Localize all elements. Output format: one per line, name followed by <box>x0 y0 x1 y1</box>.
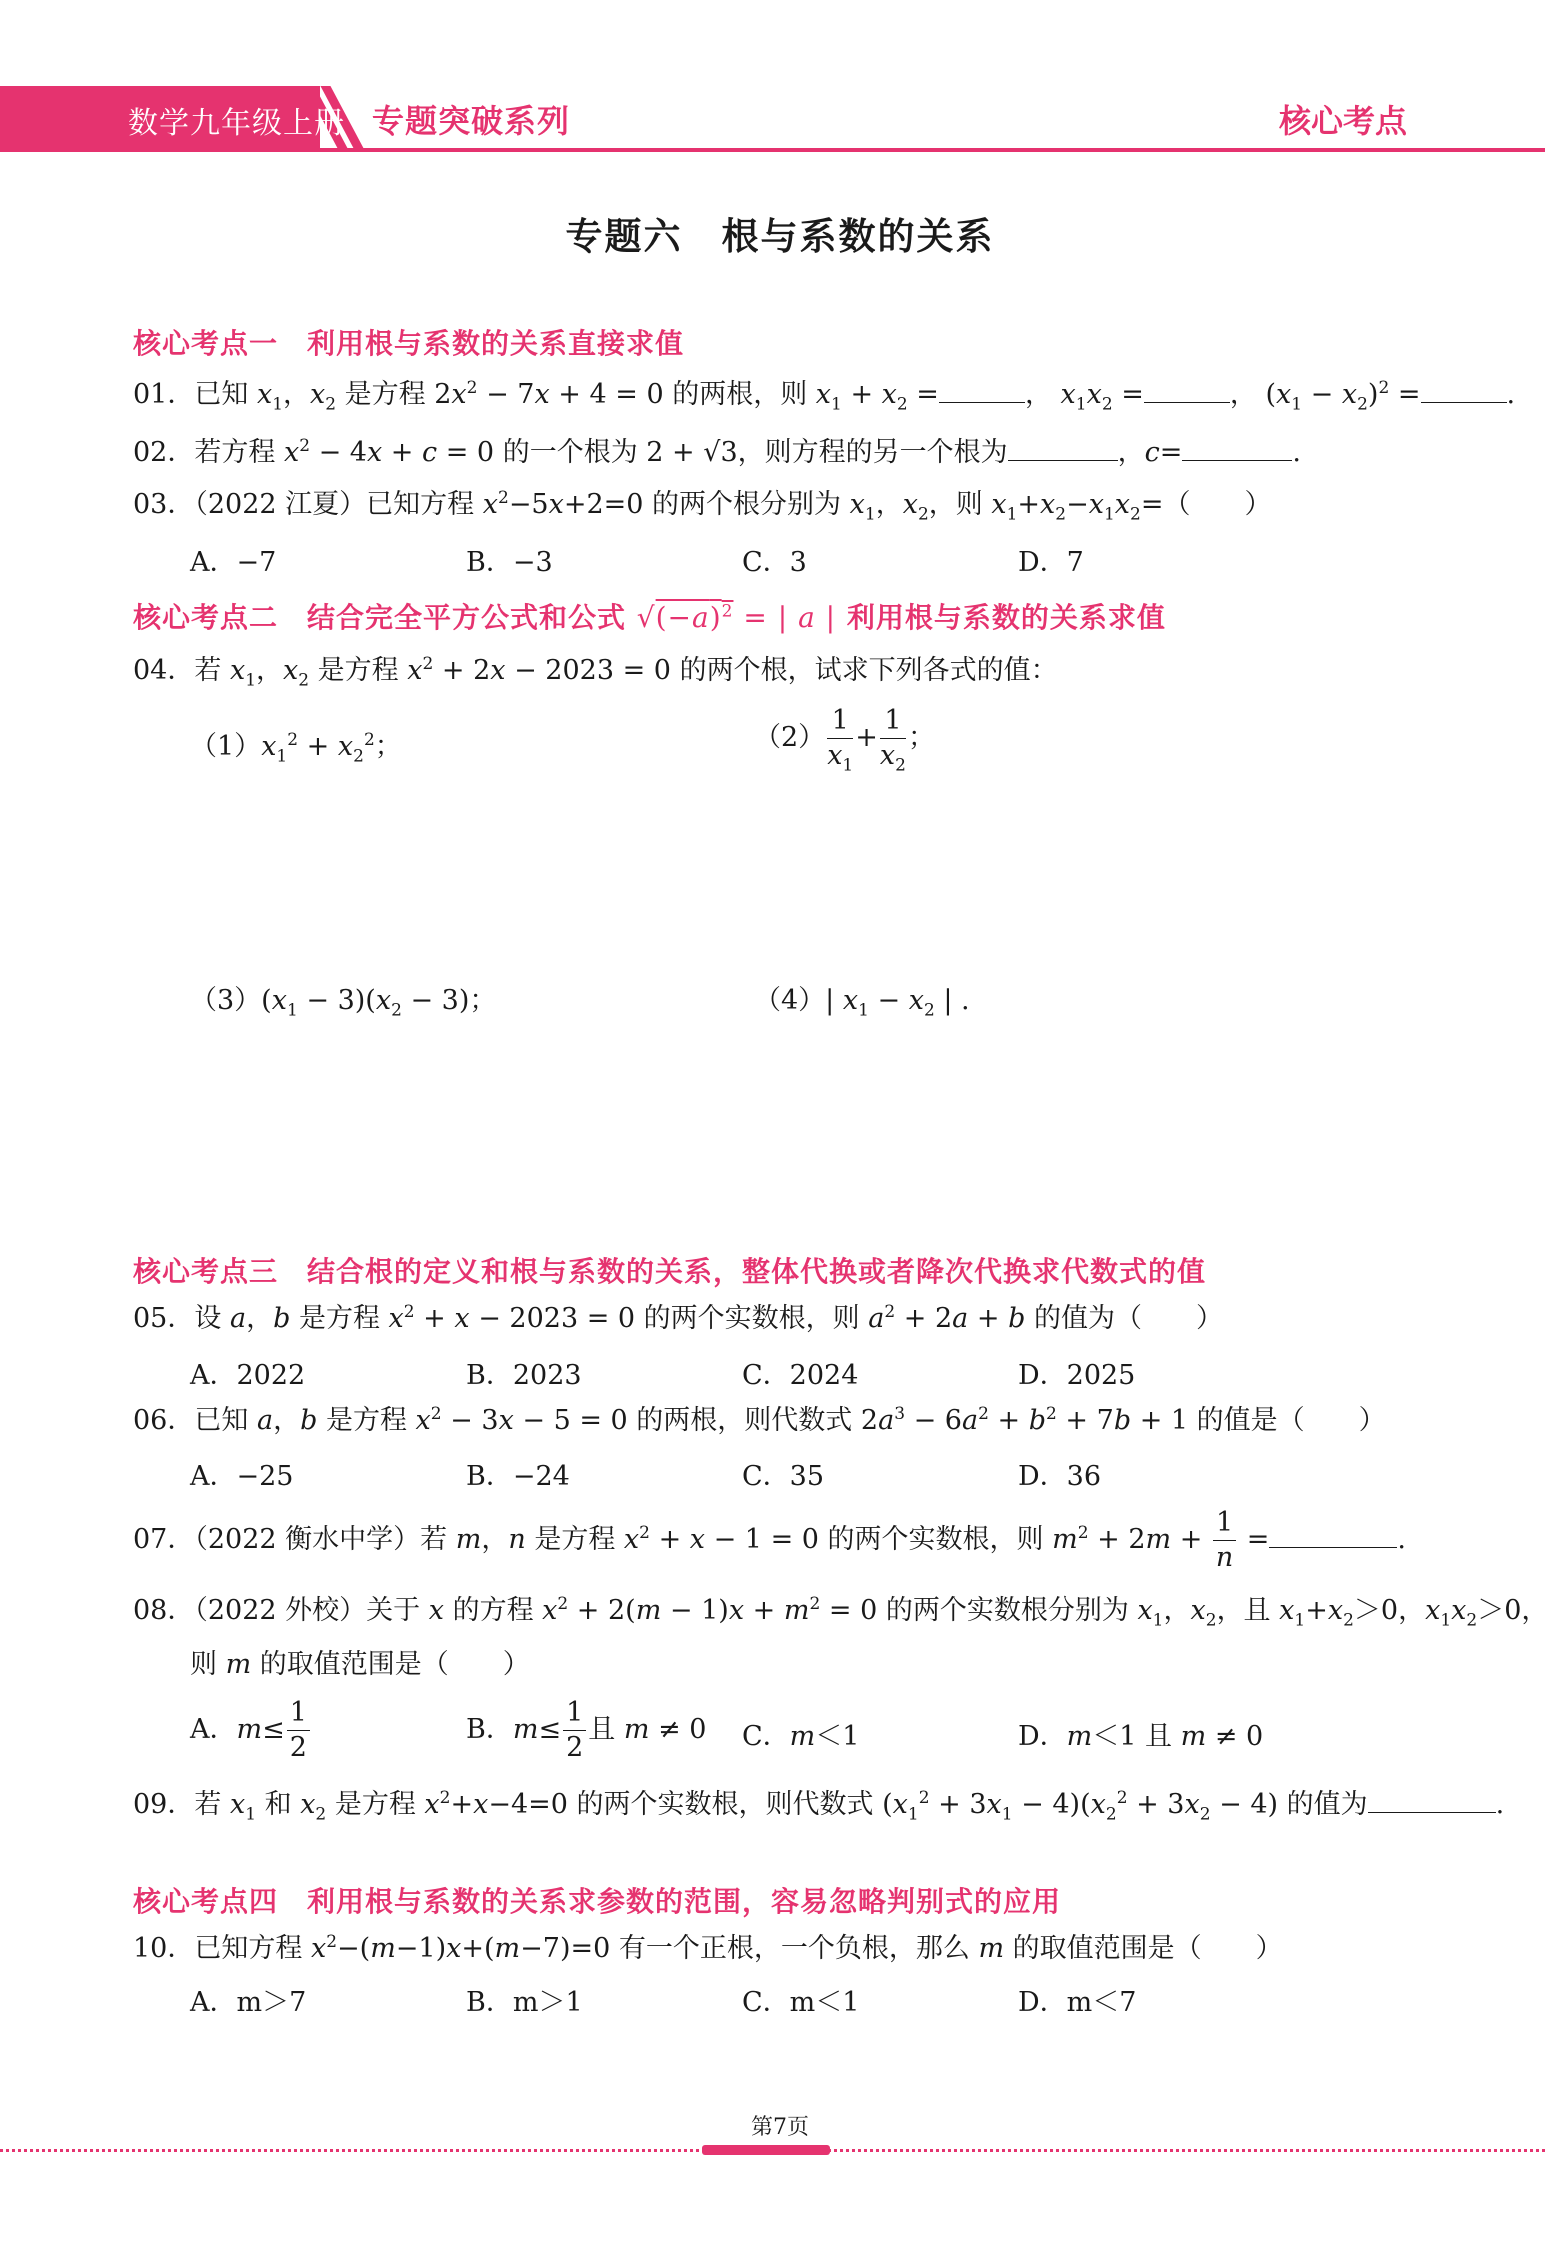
page-number: 第7页 <box>751 2115 809 2140</box>
q10-option-c: C．m＜1 <box>742 1987 860 2018</box>
page-header <box>0 86 1545 152</box>
section-heading-3: 核心考点三 结合根的定义和根与系数的关系，整体代换或者降次代换求代数式的值 <box>133 1255 1207 1288</box>
q06-option-b: B．−24 <box>466 1461 570 1492</box>
question-10: 10．已知方程 $x^2-(m-1)x+(m-7)=0$ 有一个正根，一个负根，那么 m 的取值范围是（ ） <box>133 1932 1283 1964</box>
page-title: 专题六 根与系数的关系 <box>565 214 995 258</box>
question-06: 06．已知 a，b 是方程 $x^2 - 3x - 5 = 0$ 的两根，则代数式 $2a^3 - 6a^2 + b^2 + 7b + 1$ 的值是（ ） <box>133 1404 1386 1436</box>
question-07-source: （2022 衡水中学） <box>194 1524 421 1555</box>
q04-part-3: $(3)(x_1 - 3)(x_2 - 3)$； <box>190 985 497 1021</box>
question-02: 02．若方程 $x^2 - 4x + c = 0$ 的一个根为 2 + √3，则方程的另一个根为 ，c= . <box>133 432 1301 472</box>
q08-option-a: A．m≤ $\frac{1}{2}$ <box>190 1696 312 1765</box>
question-09: 09．若 $x_1$ 和 $x_2$ 是方程 $x^2+x-4=0$ 的两个实数根，则代数式 $(x_1^2 + 3x_1 - 4)(x_2^2 + 3x_2 - 4)$ 的值为 . <box>133 1784 1504 1824</box>
q10-option-b: B．m＞1 <box>466 1987 583 2018</box>
header-grade: 数学九年级上册 <box>128 106 345 141</box>
header-line <box>0 148 1545 152</box>
section-heading-1: 核心考点一 利用根与系数的关系直接求值 <box>133 327 685 360</box>
question-03-source: （2022 江夏） <box>194 489 367 520</box>
section-2-title: 核心考点二 结合完全平方公式和公式 <box>133 601 627 634</box>
section-2-title-rest: 利用根与系数的关系求值 <box>846 601 1166 634</box>
question-03: 03．（2022 江夏）已知方程 $x^2-5x+2=0$ 的两个根分别为 $x_1$，$x_2$，则 $x_1+x_2-x_1x_2=$（ ） <box>133 488 1272 525</box>
question-01: 01．已知 $x_1$，$x_2$ 是方程 $2x^2 - 7x + 4 = 0$ 的两根，则 $x_1 + x_2$ = ， $x_1x_2$ = ， $(x_1 - x_2)^2$ = . <box>133 374 1515 414</box>
footer-bar <box>702 2145 830 2155</box>
question-05: 05．设 a，b 是方程 $x^2 + x - 2023 = 0$ 的两个实数根，则 $a^2 + 2a + b$ 的值为（ ） <box>133 1302 1223 1334</box>
question-08-source: （2022 外校） <box>194 1595 367 1626</box>
q06-option-c: C．35 <box>742 1461 825 1492</box>
q03-option-b: B．−3 <box>466 547 553 578</box>
q03-option-a: A．−7 <box>190 547 277 578</box>
q10-option-a: A．m＞7 <box>190 1987 307 2018</box>
q05-option-d: D．2025 <box>1018 1360 1136 1391</box>
q06-option-d: D．36 <box>1018 1461 1102 1492</box>
q06-option-a: A．−25 <box>190 1461 294 1492</box>
section-heading-2: 核心考点二 结合完全平方公式和公式 $√(-a)^2$ = | a | 利用根与系数的关系求值 <box>133 601 1166 634</box>
q08-option-d: D．m＜1 且 m ≠ 0 <box>1018 1721 1264 1752</box>
header-series: 专题突破系列 <box>372 102 571 140</box>
q03-option-d: D．7 <box>1018 547 1084 578</box>
question-08: 08．（2022 外校）关于 x 的方程 $x^2 + 2(m - 1)x + m^2 = 0$ 的两个实数根分别为 $x_1$，$x_2$，且 $x_1+x_2>0$，$x_1x_2>0$， <box>133 1594 1549 1631</box>
q08-option-b: B．m≤ $\frac{1}{2}$ 且 m ≠ 0 <box>466 1697 707 1763</box>
question-08-line-2: 则 m 的取值范围是（ ） <box>190 1649 530 1680</box>
q08-option-c: C．m＜1 <box>742 1721 860 1752</box>
q10-option-d: D．m＜7 <box>1018 1987 1137 2018</box>
question-04: 04．若 $x_1$，$x_2$ 是方程 $x^2 + 2x - 2023 = 0$ 的两个根，试求下列各式的值： <box>133 654 1058 691</box>
q04-part-2: （2） $\frac{1}{x_1}$ + $\frac{1}{x_2}$ ； <box>754 705 935 776</box>
header-section: 核心考点 <box>1278 102 1407 140</box>
question-07: 07．（2022 衡水中学）若 m，n 是方程 $x^2 + x - 1 = 0$ 的两个实数根，则 $m^2 + 2m$ + $\frac{1}{n}$ = . <box>133 1507 1406 1573</box>
q05-option-a: A．2022 <box>190 1360 306 1391</box>
q05-option-c: C．2024 <box>742 1360 859 1391</box>
q05-option-b: B．2023 <box>466 1360 582 1391</box>
section-heading-4: 核心考点四 利用根与系数的关系求参数的范围，容易忽略判别式的应用 <box>133 1885 1062 1918</box>
q03-option-c: C．3 <box>742 547 807 578</box>
q04-part-1: $(1)x_1^2 + x_2^2$； <box>190 730 402 767</box>
q04-part-4: （4）| $x_1 - x_2$ | . <box>754 985 970 1021</box>
